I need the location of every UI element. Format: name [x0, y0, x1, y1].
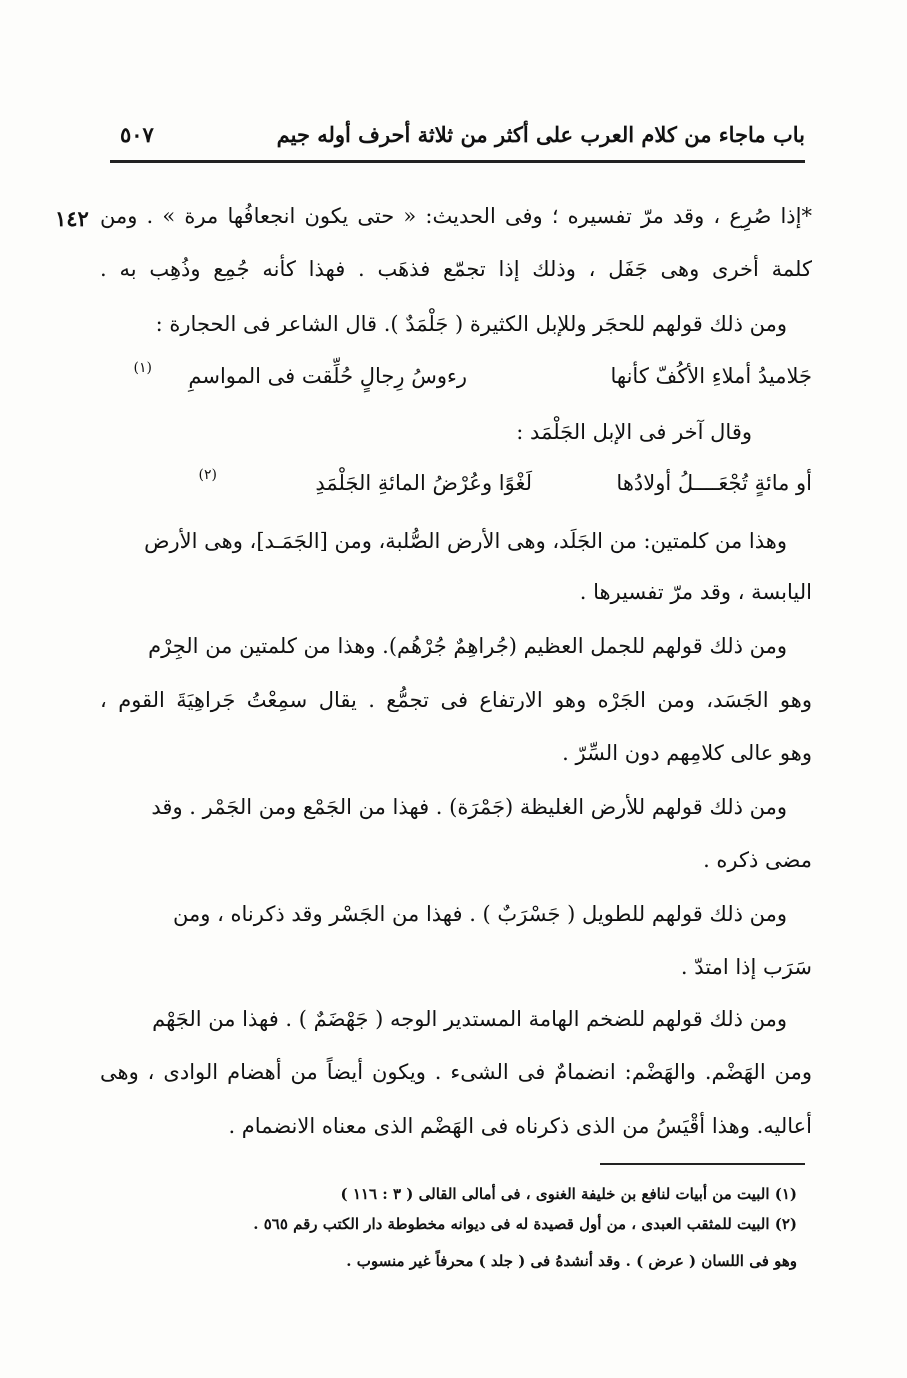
text-line: وهو الجَسَد، ومن الجَرْه وهو الارتفاع فى تجمُّع . يقال سمِعْتُ جَراهِيَةَ القوم ،	[100, 688, 812, 712]
verse-first-half: جَلاميدُ أملاءِ الأكُفّ كأنها	[610, 364, 812, 388]
text-line: ومن ذلك قولهم للطويل ( جَسْرَبٌ ) . فهذا من الجَسْر وقد ذكرناه ، ومن	[173, 902, 787, 926]
text-line: اليابسة ، وقد مرّ تفسيرها .	[579, 580, 812, 604]
page-number: ٥٠٧	[120, 122, 154, 147]
running-header	[110, 118, 805, 158]
footnote-ref: (٢)	[198, 467, 217, 483]
text-line: مضى ذكره .	[703, 848, 812, 872]
footnote: (١) البيت من أبيات لنافع بن خليفة الغنوى ، فى أمالى القالى ( ٣ : ١١٦ )	[340, 1185, 797, 1203]
text-line: ومن ذلك قولهم للضخم الهامة المستدير الوجه ( جَهْضَمٌ ) . فهذا من الجَهْم	[152, 1007, 787, 1031]
text-line: ومن ذلك قولهم للحجَر وللإبل الكثيرة ( جَلْمَدٌ ). قال الشاعر فى الحجارة :	[155, 312, 787, 336]
verse-1	[100, 361, 812, 393]
footnote-ref: (١)	[133, 360, 152, 376]
text-line: وهذا من كلمتين: من الجَلَد، وهى الأرض الصُّلبة، ومن [الجَمَـد]، وهى الأرض	[144, 529, 787, 553]
text-line: *إذا صُرِع ، وقد مرّ تفسيره ؛ وفى الحديث: « حتى يكون انجعافُها مرة » . ومن	[100, 204, 812, 228]
text-line: ومن ذلك قولهم للأرض الغليظة (جَمْرَة) . فهذا من الجَمْع ومن الجَمْر . وقد	[151, 795, 787, 819]
footnote: وهو فى اللسان ( عرض ) . وقد أنشدهُ فى ( جلد ) محرفاً غير منسوب .	[346, 1252, 797, 1270]
text-line: كلمة أخرى وهى جَفَل ، وذلك إذا تجمّع فذهَب . فهذا كأنه جُمِع وذُهِب به .	[100, 257, 812, 281]
text-line: وقال آخر فى الإبل الجَلْمَد :	[516, 420, 752, 444]
verse-second-half: رءوسُ رِجالٍ حُلِّقت فى المواسمِ	[188, 364, 467, 388]
text-line: وهو عالى كلامِهم دون السِّرّ .	[562, 741, 812, 765]
text-line: أعاليه. وهذا أقْيَسُ من الذى ذكرناه فى الهَضْم الذى معناه الانضمام .	[228, 1114, 812, 1138]
verse-second-half: لَغْوًا وعُرْضُ المائةِ الجَلْمَدِ	[315, 471, 532, 495]
footnote: (٢) البيت للمثقب العبدى ، من أول قصيدة له فى ديوانه مخطوطة دار الكتب رقم ٥٦٥ .	[253, 1215, 797, 1233]
text-line: سَرَب إذا امتدّ .	[680, 955, 812, 979]
verse-first-half: أو مائةٍ تُجْعَــــلُ أولادُها	[616, 471, 812, 495]
verse-2	[100, 468, 812, 500]
margin-number: ١٤٢	[55, 206, 89, 231]
chapter-title: باب ماجاء من كلام العرب على أكثر من ثلاثة أحرف أوله جيم	[276, 122, 805, 147]
header-rule	[110, 160, 805, 163]
footnote-rule	[600, 1163, 805, 1165]
text-line: ومن الهَضْم. والهَضْم: انضمامٌ فى الشىء . ويكون أيضاً من أهضام الوادى ، وهى	[100, 1060, 812, 1084]
text-line: ومن ذلك قولهم للجمل العظيم (جُراهِمٌ جُرْهُم). وهذا من كلمتين من الجِرْم	[148, 634, 787, 658]
